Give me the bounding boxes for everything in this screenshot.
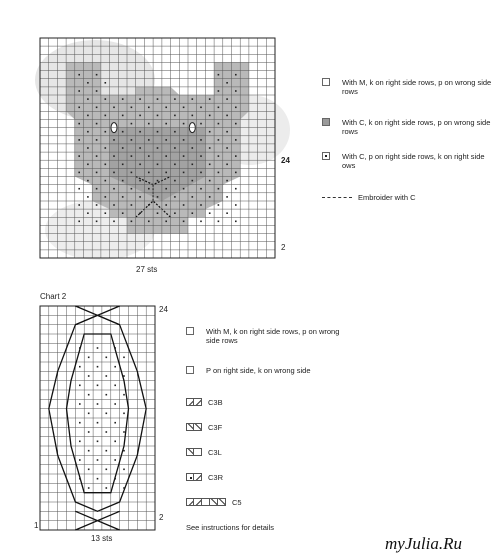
purl-dot <box>87 212 89 214</box>
purl-dot <box>88 413 90 415</box>
chart2-row-2: 2 <box>159 513 164 522</box>
purl-dot <box>200 221 202 223</box>
purl-dot <box>165 172 167 174</box>
white-square-icon <box>322 78 330 86</box>
chart1-row-2: 2 <box>281 243 286 252</box>
purl-dot <box>122 180 124 182</box>
purl-dot <box>96 221 98 223</box>
purl-dot <box>226 147 228 149</box>
purl-dot <box>114 403 116 405</box>
purl-dot <box>78 172 80 174</box>
purl-dot <box>106 375 108 377</box>
legend1-text: With C, k on right side rows, p on wrong side rows <box>342 118 491 136</box>
legend2-text: C3L <box>208 448 222 457</box>
purl-dot <box>209 147 211 149</box>
purl-dot <box>139 147 141 149</box>
purl-dot <box>79 459 81 461</box>
purl-dot <box>106 431 108 433</box>
purl-dot <box>105 147 107 149</box>
purl-dot <box>131 221 133 223</box>
purl-dot <box>78 107 80 109</box>
purl-dot <box>96 123 98 125</box>
purl-dot <box>105 115 107 117</box>
purl-dot <box>79 347 81 349</box>
purl-dot <box>174 131 176 133</box>
purl-dot <box>79 403 81 405</box>
purl-dot <box>106 413 108 415</box>
purl-dot <box>235 221 237 223</box>
purl-dot <box>165 123 167 125</box>
purl-dot <box>96 107 98 109</box>
purl-dot <box>183 221 185 223</box>
purl-dot <box>131 107 133 109</box>
purl-dot <box>96 204 98 206</box>
purl-dot <box>79 478 81 480</box>
legend2-item-main-knit <box>186 327 346 345</box>
purl-dot <box>96 188 98 190</box>
purl-dot <box>114 347 116 349</box>
legend2-text: C5 <box>232 498 242 507</box>
legend1-item-main-knit <box>322 78 492 96</box>
cable-c5-icon <box>186 498 226 506</box>
purl-dot <box>131 123 133 125</box>
white-square-icon <box>186 327 194 335</box>
purl-dot <box>96 139 98 141</box>
cable-c3l-icon <box>186 448 202 456</box>
purl-dot <box>226 131 228 133</box>
purl-dot <box>235 204 237 206</box>
purl-dot <box>174 98 176 100</box>
legend1-text: With C, p on right side rows, k on right side ows <box>342 152 485 170</box>
purl-dot <box>209 212 211 214</box>
purl-dot <box>79 366 81 368</box>
purl-dot <box>183 188 185 190</box>
purl-dot <box>218 74 220 76</box>
purl-dot <box>209 131 211 133</box>
purl-dot <box>139 115 141 117</box>
purl-dot <box>157 131 159 133</box>
purl-dot <box>218 172 220 174</box>
legend1-item-contrast-knit <box>322 118 492 136</box>
purl-dot <box>97 385 99 387</box>
purl-dot <box>122 212 124 214</box>
purl-dot <box>114 385 116 387</box>
purl-dot <box>106 469 108 471</box>
purl-dot <box>78 204 80 206</box>
purl-dot <box>218 188 220 190</box>
purl-dot <box>139 98 141 100</box>
legend1-item-embroider <box>322 193 488 202</box>
purl-dot <box>88 450 90 452</box>
purl-dot <box>105 212 107 214</box>
purl-dot <box>218 90 220 92</box>
purl-dot <box>88 357 90 359</box>
purl-dot <box>192 196 194 198</box>
purl-dot <box>235 90 237 92</box>
cable-c3r-icon <box>186 473 202 481</box>
purl-dot <box>97 403 99 405</box>
purl-dot <box>148 172 150 174</box>
purl-dot <box>113 221 115 223</box>
purl-dot <box>235 155 237 157</box>
purl-dot <box>165 107 167 109</box>
purl-dot <box>235 107 237 109</box>
purl-dot <box>96 90 98 92</box>
grey-square-icon <box>322 118 330 126</box>
purl-dot <box>209 115 211 117</box>
purl-dot <box>122 147 124 149</box>
dot-square-icon <box>322 152 330 160</box>
purl-dot <box>131 139 133 141</box>
purl-dot <box>87 196 89 198</box>
purl-dot <box>87 180 89 182</box>
purl-dot <box>235 188 237 190</box>
purl-dot <box>226 196 228 198</box>
watermark-logo: myJulia.Ru <box>385 534 462 553</box>
purl-dot <box>226 98 228 100</box>
chart2-title: Chart 2 <box>40 292 67 301</box>
purl-dot <box>157 212 159 214</box>
purl-dot <box>218 123 220 125</box>
chart2-stitch-count: 13 sts <box>91 534 113 543</box>
purl-dot <box>105 98 107 100</box>
purl-dot <box>106 357 108 359</box>
legend2-text: C3R <box>208 473 224 482</box>
purl-dot <box>114 422 116 424</box>
purl-dot <box>226 115 228 117</box>
legend2-text: P on right side, k on wrong side <box>206 366 311 375</box>
purl-dot <box>97 347 99 349</box>
purl-dot <box>122 131 124 133</box>
purl-dot <box>148 221 150 223</box>
chart2-row-24: 24 <box>159 305 168 314</box>
purl-dot <box>139 164 141 166</box>
purl-dot <box>148 139 150 141</box>
cable-c3f-icon <box>186 423 202 431</box>
purl-dot <box>218 139 220 141</box>
purl-dot <box>165 155 167 157</box>
purl-dot <box>209 98 211 100</box>
purl-dot <box>174 164 176 166</box>
purl-dot <box>174 212 176 214</box>
purl-dot <box>114 366 116 368</box>
purl-dot <box>113 204 115 206</box>
purl-dot <box>88 487 90 489</box>
purl-dot <box>183 139 185 141</box>
purl-dot <box>123 431 125 433</box>
purl-dot <box>157 147 159 149</box>
purl-dot <box>183 172 185 174</box>
purl-dot <box>139 196 141 198</box>
purl-dot <box>165 188 167 190</box>
purl-dot <box>105 180 107 182</box>
chart2-row-1: 1 <box>34 521 39 530</box>
cable-c3b-icon <box>186 398 202 406</box>
purl-dot <box>123 394 125 396</box>
legend1-text: With M, k on right side rows, p on wrong side rows <box>342 78 492 96</box>
purl-dot <box>123 413 125 415</box>
purl-dot <box>235 74 237 76</box>
purl-dot <box>114 478 116 480</box>
purl-dot <box>218 155 220 157</box>
purl-dot <box>157 196 159 198</box>
legend2-item-c5 <box>186 498 242 507</box>
purl-dot <box>96 74 98 76</box>
purl-dot <box>209 180 211 182</box>
purl-dot <box>200 139 202 141</box>
legend2-text: C3F <box>208 423 223 432</box>
purl-dot <box>209 164 211 166</box>
legend2-item-purl <box>186 366 366 375</box>
purl-dot <box>200 172 202 174</box>
chart1-row-24: 24 <box>281 156 290 165</box>
purl-dot <box>174 147 176 149</box>
purl-dot <box>78 123 80 125</box>
purl-dot <box>157 164 159 166</box>
purl-dot <box>192 115 194 117</box>
purl-dot <box>235 172 237 174</box>
chart1-stitch-count: 27 sts <box>136 265 158 274</box>
purl-dot <box>87 98 89 100</box>
purl-dot <box>79 441 81 443</box>
purl-dot <box>192 180 194 182</box>
purl-dot <box>209 196 211 198</box>
purl-dot <box>192 98 194 100</box>
purl-dot <box>113 155 115 157</box>
purl-dot <box>131 188 133 190</box>
purl-dot <box>122 115 124 117</box>
purl-dot <box>97 441 99 443</box>
purl-dot <box>114 441 116 443</box>
purl-dot <box>122 196 124 198</box>
purl-dot <box>183 204 185 206</box>
purl-dot <box>79 385 81 387</box>
purl-dot <box>148 188 150 190</box>
purl-dot <box>226 164 228 166</box>
purl-dot <box>87 115 89 117</box>
legend1-text: Embroider with C <box>358 193 416 202</box>
purl-dot <box>87 164 89 166</box>
purl-dot <box>131 155 133 157</box>
purl-dot <box>87 82 89 84</box>
purl-dot <box>165 204 167 206</box>
purl-dot <box>218 221 220 223</box>
purl-dot <box>192 164 194 166</box>
purl-dot <box>131 172 133 174</box>
purl-dot <box>192 212 194 214</box>
purl-dot <box>183 155 185 157</box>
purl-dot <box>78 74 80 76</box>
purl-dot <box>218 107 220 109</box>
purl-dot <box>200 107 202 109</box>
purl-dot <box>113 188 115 190</box>
purl-dot <box>78 139 80 141</box>
purl-dot <box>123 375 125 377</box>
purl-dot <box>114 459 116 461</box>
purl-dot <box>105 82 107 84</box>
purl-dot <box>78 221 80 223</box>
purl-dot <box>174 115 176 117</box>
purl-dot <box>174 180 176 182</box>
purl-dot <box>123 487 125 489</box>
purl-dot <box>226 82 228 84</box>
purl-dot <box>157 180 159 182</box>
legend2-item-c3r <box>186 473 223 482</box>
purl-dot <box>88 431 90 433</box>
legend1-item-contrast-purl <box>322 152 492 170</box>
cable-diamond-outer <box>49 315 146 511</box>
purl-dot <box>200 204 202 206</box>
purl-dot <box>165 221 167 223</box>
purl-dot <box>148 107 150 109</box>
purl-dot <box>200 188 202 190</box>
purl-dot <box>113 139 115 141</box>
purl-dot <box>157 115 159 117</box>
purl-dot <box>123 450 125 452</box>
legend2-item-c3f <box>186 423 222 432</box>
purl-dot <box>183 107 185 109</box>
purl-dot <box>88 394 90 396</box>
cable-diamond-inner <box>67 334 129 493</box>
purl-dot <box>96 172 98 174</box>
legend2-text: C3B <box>208 398 223 407</box>
purl-dot <box>106 394 108 396</box>
purl-dot <box>131 204 133 206</box>
purl-dot <box>105 131 107 133</box>
white-square-icon <box>186 366 194 374</box>
purl-dot <box>165 139 167 141</box>
purl-dot <box>88 469 90 471</box>
purl-dot <box>139 180 141 182</box>
purl-dot <box>87 147 89 149</box>
purl-dot <box>148 155 150 157</box>
purl-dot <box>97 459 99 461</box>
purl-dot <box>123 469 125 471</box>
purl-dot <box>200 123 202 125</box>
purl-dot <box>235 139 237 141</box>
dashed-line-icon <box>322 197 352 198</box>
purl-dot <box>218 204 220 206</box>
purl-dot <box>78 90 80 92</box>
purl-dot <box>87 131 89 133</box>
purl-dot <box>183 123 185 125</box>
purl-dot <box>96 155 98 157</box>
purl-dot <box>122 98 124 100</box>
purl-dot <box>157 98 159 100</box>
legend2-item-c3l <box>186 448 222 457</box>
purl-dot <box>97 366 99 368</box>
purl-dot <box>88 375 90 377</box>
instructions-note: See instructions for details <box>186 523 274 532</box>
purl-dot <box>79 422 81 424</box>
purl-dot <box>113 107 115 109</box>
purl-dot <box>235 123 237 125</box>
legend2-item-c3b <box>186 398 223 407</box>
purl-dot <box>192 147 194 149</box>
purl-dot <box>122 164 124 166</box>
purl-dot <box>105 196 107 198</box>
legend2-text: With M, k on right side rows, p on wrong side rows <box>206 327 340 345</box>
purl-dot <box>78 188 80 190</box>
purl-dot <box>226 212 228 214</box>
purl-dot <box>97 478 99 480</box>
purl-dot <box>106 487 108 489</box>
purl-dot <box>174 196 176 198</box>
purl-dot <box>200 155 202 157</box>
purl-dot <box>113 172 115 174</box>
purl-dot <box>139 131 141 133</box>
purl-dot <box>123 357 125 359</box>
purl-dot <box>226 180 228 182</box>
purl-dot <box>148 123 150 125</box>
purl-dot <box>78 155 80 157</box>
purl-dot <box>105 164 107 166</box>
purl-dot <box>106 450 108 452</box>
purl-dot <box>97 422 99 424</box>
